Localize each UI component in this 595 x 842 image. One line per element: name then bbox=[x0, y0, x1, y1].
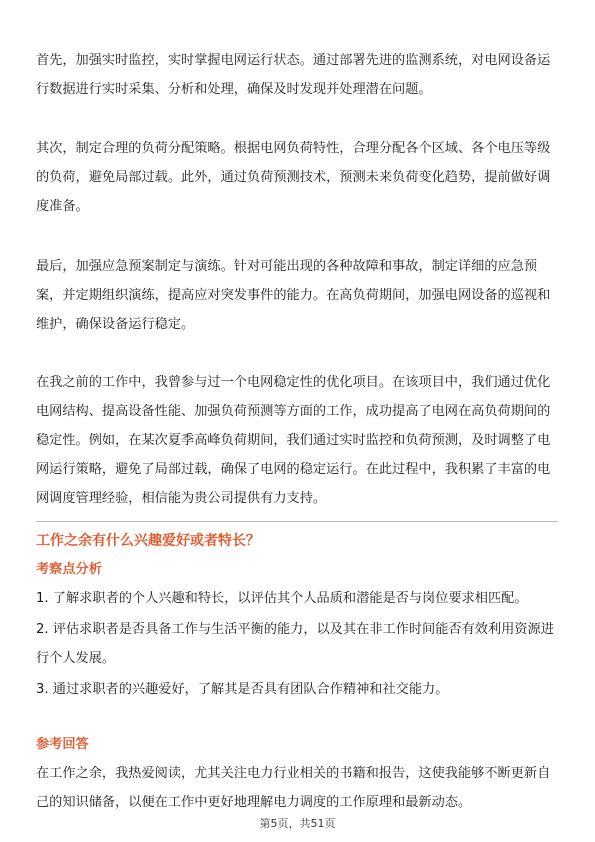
paragraph-load-distribution: 其次，制定合理的负荷分配策略。根据电网负荷特性，合理分配各个区域、各个电压等级的负荷，避免局部过载。此外，通过负荷预测技术，预测未来负荷变化趋势，提前做好调度准备。 bbox=[36, 141, 551, 214]
question-title: 工作之余有什么兴趣爱好或者特长？ bbox=[36, 533, 260, 549]
analysis-item: 1. 了解求职者的个人兴趣和特长，以评估其个人品质和潜能是否与岗位要求相匹配。 bbox=[36, 591, 528, 606]
analysis-item: 3. 通过求职者的兴趣爱好，了解其是否具有团队合作精神和社交能力。 bbox=[36, 682, 449, 697]
analysis-heading: 考察点分析 bbox=[36, 562, 102, 577]
answer-paragraph: 在工作之余，我热爱阅读，尤其关注电力行业相关的书籍和报告，这使我能够不断更新自己的知识储备，以便在工作中更好地理解电力调度的工作原理和最新动态。 bbox=[36, 766, 551, 810]
paragraph-emergency-plan: 最后，加强应急预案制定与演练。针对可能出现的各种故障和事故，制定详细的应急预案，并定期组织演练，提高应对突发事件的能力。在高负荷期间，加强电网设备的巡视和维护，确保设备运行稳定。 bbox=[36, 259, 551, 332]
paragraph-monitoring: 首先，加强实时监控，实时掌握电网运行状态。通过部署先进的监测系统，对电网设备运行数据进行实时采集、分析和处理，确保及时发现并处理潜在问题。 bbox=[36, 53, 551, 97]
section-divider bbox=[36, 521, 558, 522]
analysis-list bbox=[36, 584, 558, 706]
answer-heading: 参考回答 bbox=[36, 737, 89, 752]
page-number: 第5页，共51页 bbox=[259, 817, 336, 830]
paragraph-experience: 在我之前的工作中，我曾参与过一个电网稳定性的优化项目。在该项目中，我们通过优化电网结构、提高设备性能、加强负荷预测等方面的工作，成功提高了电网在高负荷期间的稳定性。例如，在某次夏季高峰负荷期间，我们通过实时监控和负荷预测，及时调整了电网运行策略，避免了局部过载，确保了电网的稳定运行。在此过程中，我积累了丰富的电网调度管理经验，相信能为贵公司提供有力支持。 bbox=[36, 375, 551, 506]
analysis-item: 2. 评估求职者是否具备工作与生活平衡的能力，以及其在非工作时间能否有效利用资源进行个人发展。 bbox=[36, 622, 554, 666]
